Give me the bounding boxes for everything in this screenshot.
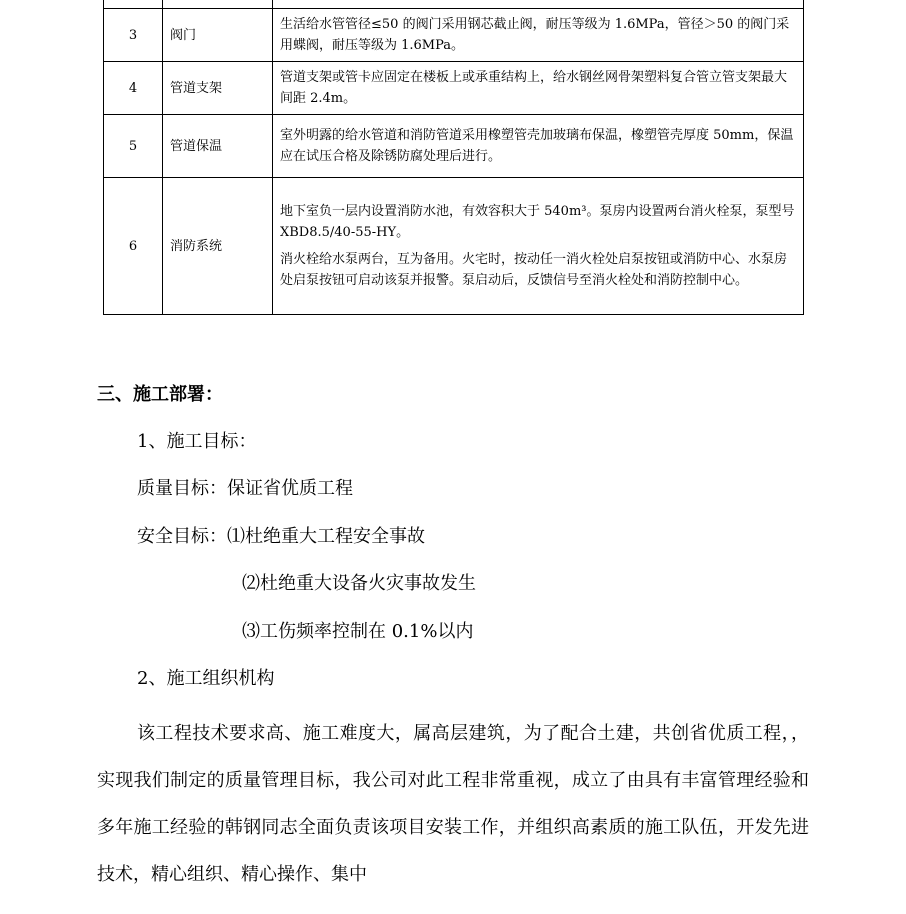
row-description xyxy=(273,178,804,315)
table-row xyxy=(104,178,804,315)
row-item-name: 消防系统 xyxy=(163,178,273,315)
table-row xyxy=(104,115,804,178)
row-item-name xyxy=(163,0,273,9)
row-item-name: 管道保温 xyxy=(163,115,273,178)
row-number: 3 xyxy=(104,9,163,62)
row-description xyxy=(273,115,804,178)
row-description-text: 生活给水管管径≤50 的阀门采用钢芯截止阀，耐压等级为 1.6MPa，管径＞50 的阀门采用蝶阀，耐压等级为 1.6MPa。 xyxy=(280,17,790,53)
subheading-goals: 1、施工目标： xyxy=(137,431,257,452)
row-description xyxy=(273,62,804,115)
row-number: 5 xyxy=(104,115,163,178)
safety-goal-2: ⑵杜绝重大设备火灾事故发生 xyxy=(242,573,476,594)
row-description-text: 地下室负一层内设置消防水池，有效容积大于 540m³。泵房内设置两台消火栓泵，泵型号 XBD8.5/40-55-HY。 xyxy=(280,204,795,240)
spec-table xyxy=(103,0,804,315)
row-item-name: 阀门 xyxy=(163,9,273,62)
row-number: 6 xyxy=(104,178,163,315)
body-paragraph: 该工程技术要求高、施工难度大，属高层建筑，为了配合土建，共创省优质工程，，实现我们制定的质量管理目标，我公司对此工程非常重视，成立了由具有丰富管理经验和多年施工经验的韩钢同志全面负责该项目安装工作，并组织高素质的施工队伍，开发先进技术，精心组织、精心操作、集中 xyxy=(97,723,809,885)
subheading-organization: 2、施工组织机构 xyxy=(137,668,275,689)
safety-goal-3: ⑶工伤频率控制在 0.1%以内 xyxy=(242,621,474,642)
row-description-text: 消火栓给水泵两台，互为备用。火宅时，按动任一消火栓处启泵按钮或消防中心、水泵房处启泵按钮可启动该泵并报警。泵启动后，反馈信号至消火栓处和消防控制中心。 xyxy=(280,252,788,288)
row-description-text: 管道支架或管卡应固定在楼板上或承重结构上，给水钢丝网骨架塑料复合管立管支架最大间距 2.4m。 xyxy=(280,70,788,106)
row-description xyxy=(273,9,804,62)
row-description-text: 室外明露的给水管道和消防管道采用橡塑管壳加玻璃布保温，橡塑管壳厚度 50mm，保温应在试压合格及除锈防腐处理后进行。 xyxy=(280,128,794,164)
row-item-name: 管道支架 xyxy=(163,62,273,115)
quality-goal: 质量目标：保证省优质工程 xyxy=(137,478,353,499)
table-row xyxy=(104,0,804,9)
table-row xyxy=(104,9,804,62)
row-description xyxy=(273,0,804,9)
row-number: 4 xyxy=(104,62,163,115)
table-row xyxy=(104,62,804,115)
safety-goal-1: 安全目标：⑴杜绝重大工程安全事故 xyxy=(137,526,425,547)
row-number xyxy=(104,0,163,9)
section-title: 三、施工部署： xyxy=(97,384,223,405)
